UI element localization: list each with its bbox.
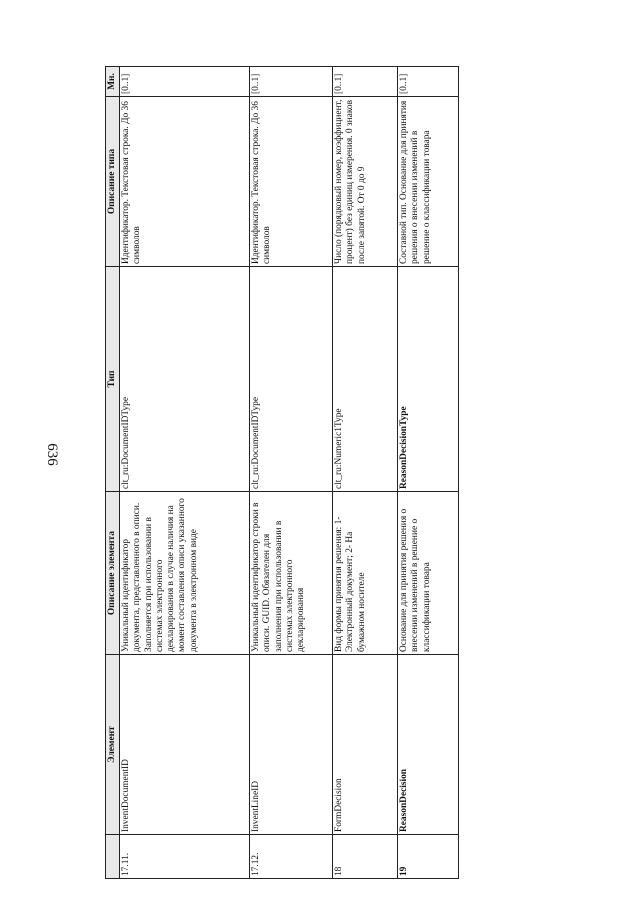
row-type-description: Составной тип. Основание для принятия решения о внесении изменений в решение о классификации товара bbox=[398, 97, 459, 267]
row-multiplicity: [0..1] bbox=[120, 67, 250, 97]
document-table-rotated bbox=[105, 67, 456, 879]
header-element-description: Описание элемента bbox=[106, 492, 120, 655]
row-number: 17.11. bbox=[120, 835, 250, 879]
row-element: ReasonDecision bbox=[398, 655, 459, 835]
row-element: FormDecision bbox=[333, 655, 398, 835]
table-header-row bbox=[106, 67, 120, 879]
row-type: clt_ru:Numeric1Type bbox=[333, 267, 398, 492]
row-multiplicity: [0..1] bbox=[398, 67, 459, 97]
header-multiplicity: Мн. bbox=[106, 67, 120, 97]
row-type: ReasonDecisionType bbox=[398, 267, 459, 492]
table-row bbox=[120, 67, 250, 879]
table-row bbox=[333, 67, 398, 879]
row-multiplicity: [0..1] bbox=[250, 67, 333, 97]
row-description: Вид формы принятия решения: 1- Электронный документ; 2- На бумажном носителе bbox=[333, 492, 398, 655]
page-number: 636 bbox=[43, 443, 60, 466]
table-row bbox=[250, 67, 333, 879]
row-description: Уникальный идентификатор документа, представленного в описи. Заполняется при использовании в системах электронного декларирования в случае наличия на момент составления описи указанного документа в электронном виде bbox=[120, 492, 250, 655]
row-type-description: Число (порядковый номер, коэффициент, процент) без единиц измерения. 0 знаков после запятой. От 0 до 9 bbox=[333, 97, 398, 267]
header-num bbox=[106, 835, 120, 879]
header-type: Тип bbox=[106, 267, 120, 492]
row-description: Уникальный идентификатор строки в описи. GUID. Обязателен для заполнения при использовании в системах электронного декларирования bbox=[250, 492, 333, 655]
row-description: Основание для принятия решения о внесении изменений в решение о классификации товара bbox=[398, 492, 459, 655]
row-type-description: Идентификатор. Текстовая строка. До 36 символов bbox=[120, 97, 250, 267]
row-type: clt_ru:DocumentIDType bbox=[120, 267, 250, 492]
header-type-description: Описание типа bbox=[106, 97, 120, 267]
row-number: 18 bbox=[333, 835, 398, 879]
row-multiplicity: [0..1] bbox=[333, 67, 398, 97]
row-type: clt_ru:DocumentIDType bbox=[250, 267, 333, 492]
row-number: 19 bbox=[398, 835, 459, 879]
table-row bbox=[398, 67, 459, 879]
row-type-description: Идентификатор. Текстовая строка. До 36 символов bbox=[250, 97, 333, 267]
row-element: InventDocumentID bbox=[120, 655, 250, 835]
row-number: 17.12. bbox=[250, 835, 333, 879]
header-element: Элемент bbox=[106, 655, 120, 835]
row-element: InventLineID bbox=[250, 655, 333, 835]
element-table bbox=[105, 66, 459, 879]
